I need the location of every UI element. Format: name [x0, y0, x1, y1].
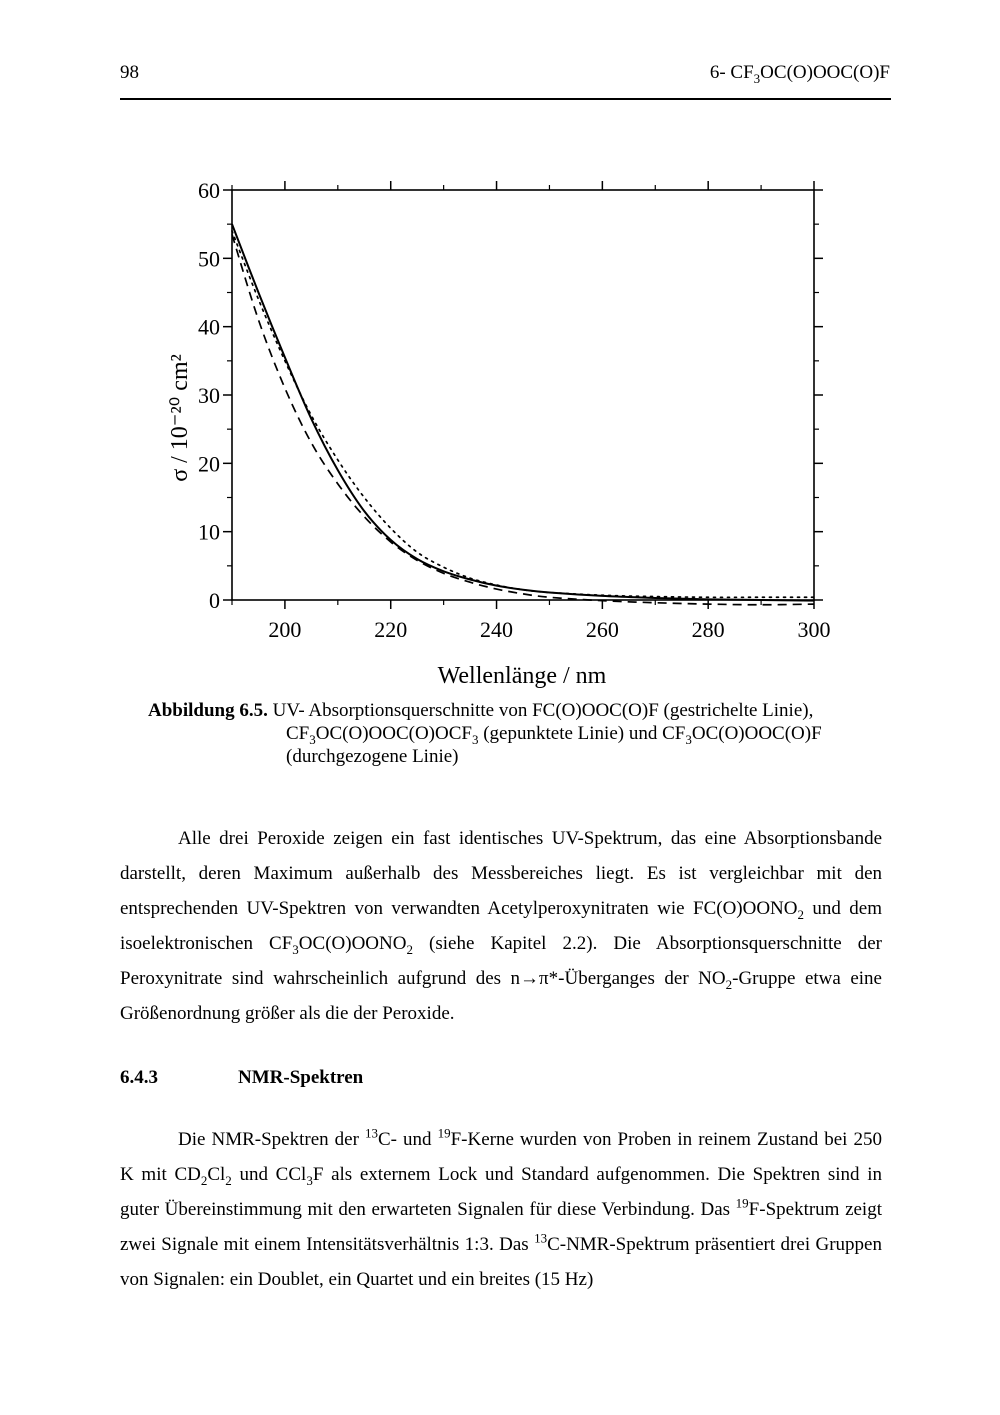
series-line-solid	[232, 224, 814, 601]
paragraph-text: F-Spektrum zeigt zwei Signale mit einem Intensitätsverhältnis 1:3. Das	[120, 1199, 882, 1255]
paragraph-nmr	[120, 1122, 882, 1297]
paragraph-text: und dem isoelektronischen CF	[120, 898, 882, 954]
paragraph-sub: 3	[306, 1172, 313, 1188]
x-tick-label: 300	[797, 617, 831, 642]
running-header-prefix: 6- CF	[709, 62, 754, 83]
series-line-dotted	[232, 231, 814, 597]
section-title: NMR-Spektren	[238, 1067, 364, 1088]
paragraph-uv	[120, 821, 882, 1031]
y-tick-label: 50	[198, 246, 220, 272]
paragraph-text: OC(O)OONO	[298, 933, 407, 954]
figure-caption	[148, 699, 888, 768]
paragraph-sup: 19	[437, 1125, 451, 1141]
running-header-suffix: OC(O)OOC(O)F	[760, 62, 890, 83]
section-heading	[120, 1067, 363, 1089]
paragraph-sub: 2	[200, 1172, 208, 1188]
plot-frame	[232, 190, 814, 600]
paragraph-text: C-NMR-Spektrum präsentiert drei Gruppen von Signalen: ein Doublet, ein Quartet und ein breites (15 Hz)	[120, 1234, 882, 1290]
paragraph-text: und CCl	[231, 1164, 307, 1185]
paragraph-text: C- und	[377, 1129, 438, 1150]
paragraph-sub: 3	[292, 941, 299, 957]
y-tick-label: 10	[198, 519, 220, 545]
y-tick-label: 60	[198, 178, 220, 203]
x-axis-title: Wellenlänge / nm	[437, 663, 607, 689]
paragraph-text: -Gruppe etwa eine Größenordnung größer als die der Peroxide.	[120, 968, 882, 1024]
y-tick-label: 40	[198, 314, 220, 340]
y-tick-label: 30	[198, 383, 220, 408]
caption-sub: 3	[471, 731, 479, 747]
paragraph-sup: 13	[364, 1125, 378, 1141]
x-tick-label: 200	[268, 617, 302, 642]
paragraph-text: F als externem Lock und Standard aufgenommen. Die Spektren sind in guter Übereinstimmung mit den erwarteten Signalen für diese Verbindung. Das	[120, 1164, 883, 1220]
section-number: 6.4.3	[120, 1067, 158, 1088]
page-number: 98	[120, 62, 139, 83]
y-tick-label: 0	[209, 588, 220, 613]
caption-line-1: UV- Absorptionsquerschnitte von FC(O)OOC(O)F (gestrichelte Linie),	[267, 700, 814, 721]
paragraph-text: F-Kerne wurden von Proben in reinem Zustand bei 250 K mit CD	[120, 1129, 882, 1185]
header-rule	[120, 98, 891, 100]
x-tick-label: 280	[691, 617, 725, 642]
caption-label: Abbildung 6.5.	[148, 700, 268, 721]
x-tick-label: 240	[480, 617, 514, 642]
series-line-dashed	[232, 234, 814, 604]
running-header-sub: 3	[753, 70, 761, 86]
paragraph-sub: 2	[797, 906, 804, 922]
paragraph-text: Alle drei Peroxide zeigen ein fast identisches UV-Spektrum, das eine Absorptionsbande darstellt, deren Maximum außerhalb des Messbereiches liegt. Es ist vergleichbar mit den entsprechenden UV-Spektren von verwandten Acetylperoxynitraten wie FC(O)OONO	[120, 828, 882, 919]
y-axis-title: σ / 10⁻²⁰ cm²	[167, 354, 193, 482]
x-tick-label: 260	[585, 617, 619, 642]
paragraph-text: Cl	[207, 1164, 226, 1185]
caption-text: CF	[286, 723, 310, 744]
paragraph-sub: 2	[725, 976, 733, 992]
caption-line-3: (durchgezogene Linie)	[286, 746, 459, 767]
caption-text: (gepunktete Linie) und CF	[478, 723, 686, 744]
paragraph-text: (siehe Kapitel 2.2). Die Absorptionsquerschnitte der Peroxynitrate sind wahrscheinlich aufgrund des n→π*-Überganges der NO	[120, 933, 883, 989]
paragraph-text: Die NMR-Spektren der	[178, 1129, 365, 1150]
y-tick-label: 20	[198, 451, 220, 477]
caption-sub: 3	[309, 731, 316, 747]
uv-absorption-chart	[150, 170, 850, 695]
running-header	[710, 62, 890, 84]
caption-text: OC(O)OOC(O)F	[691, 723, 822, 744]
caption-text: OC(O)OOC(O)OCF	[315, 723, 472, 744]
x-tick-label: 220	[374, 617, 408, 642]
caption-sub: 3	[685, 731, 692, 747]
paragraph-sup: 19	[735, 1195, 749, 1211]
paragraph-sub: 2	[225, 1172, 232, 1188]
paragraph-sup: 13	[534, 1230, 548, 1246]
paragraph-sub: 2	[406, 941, 413, 957]
